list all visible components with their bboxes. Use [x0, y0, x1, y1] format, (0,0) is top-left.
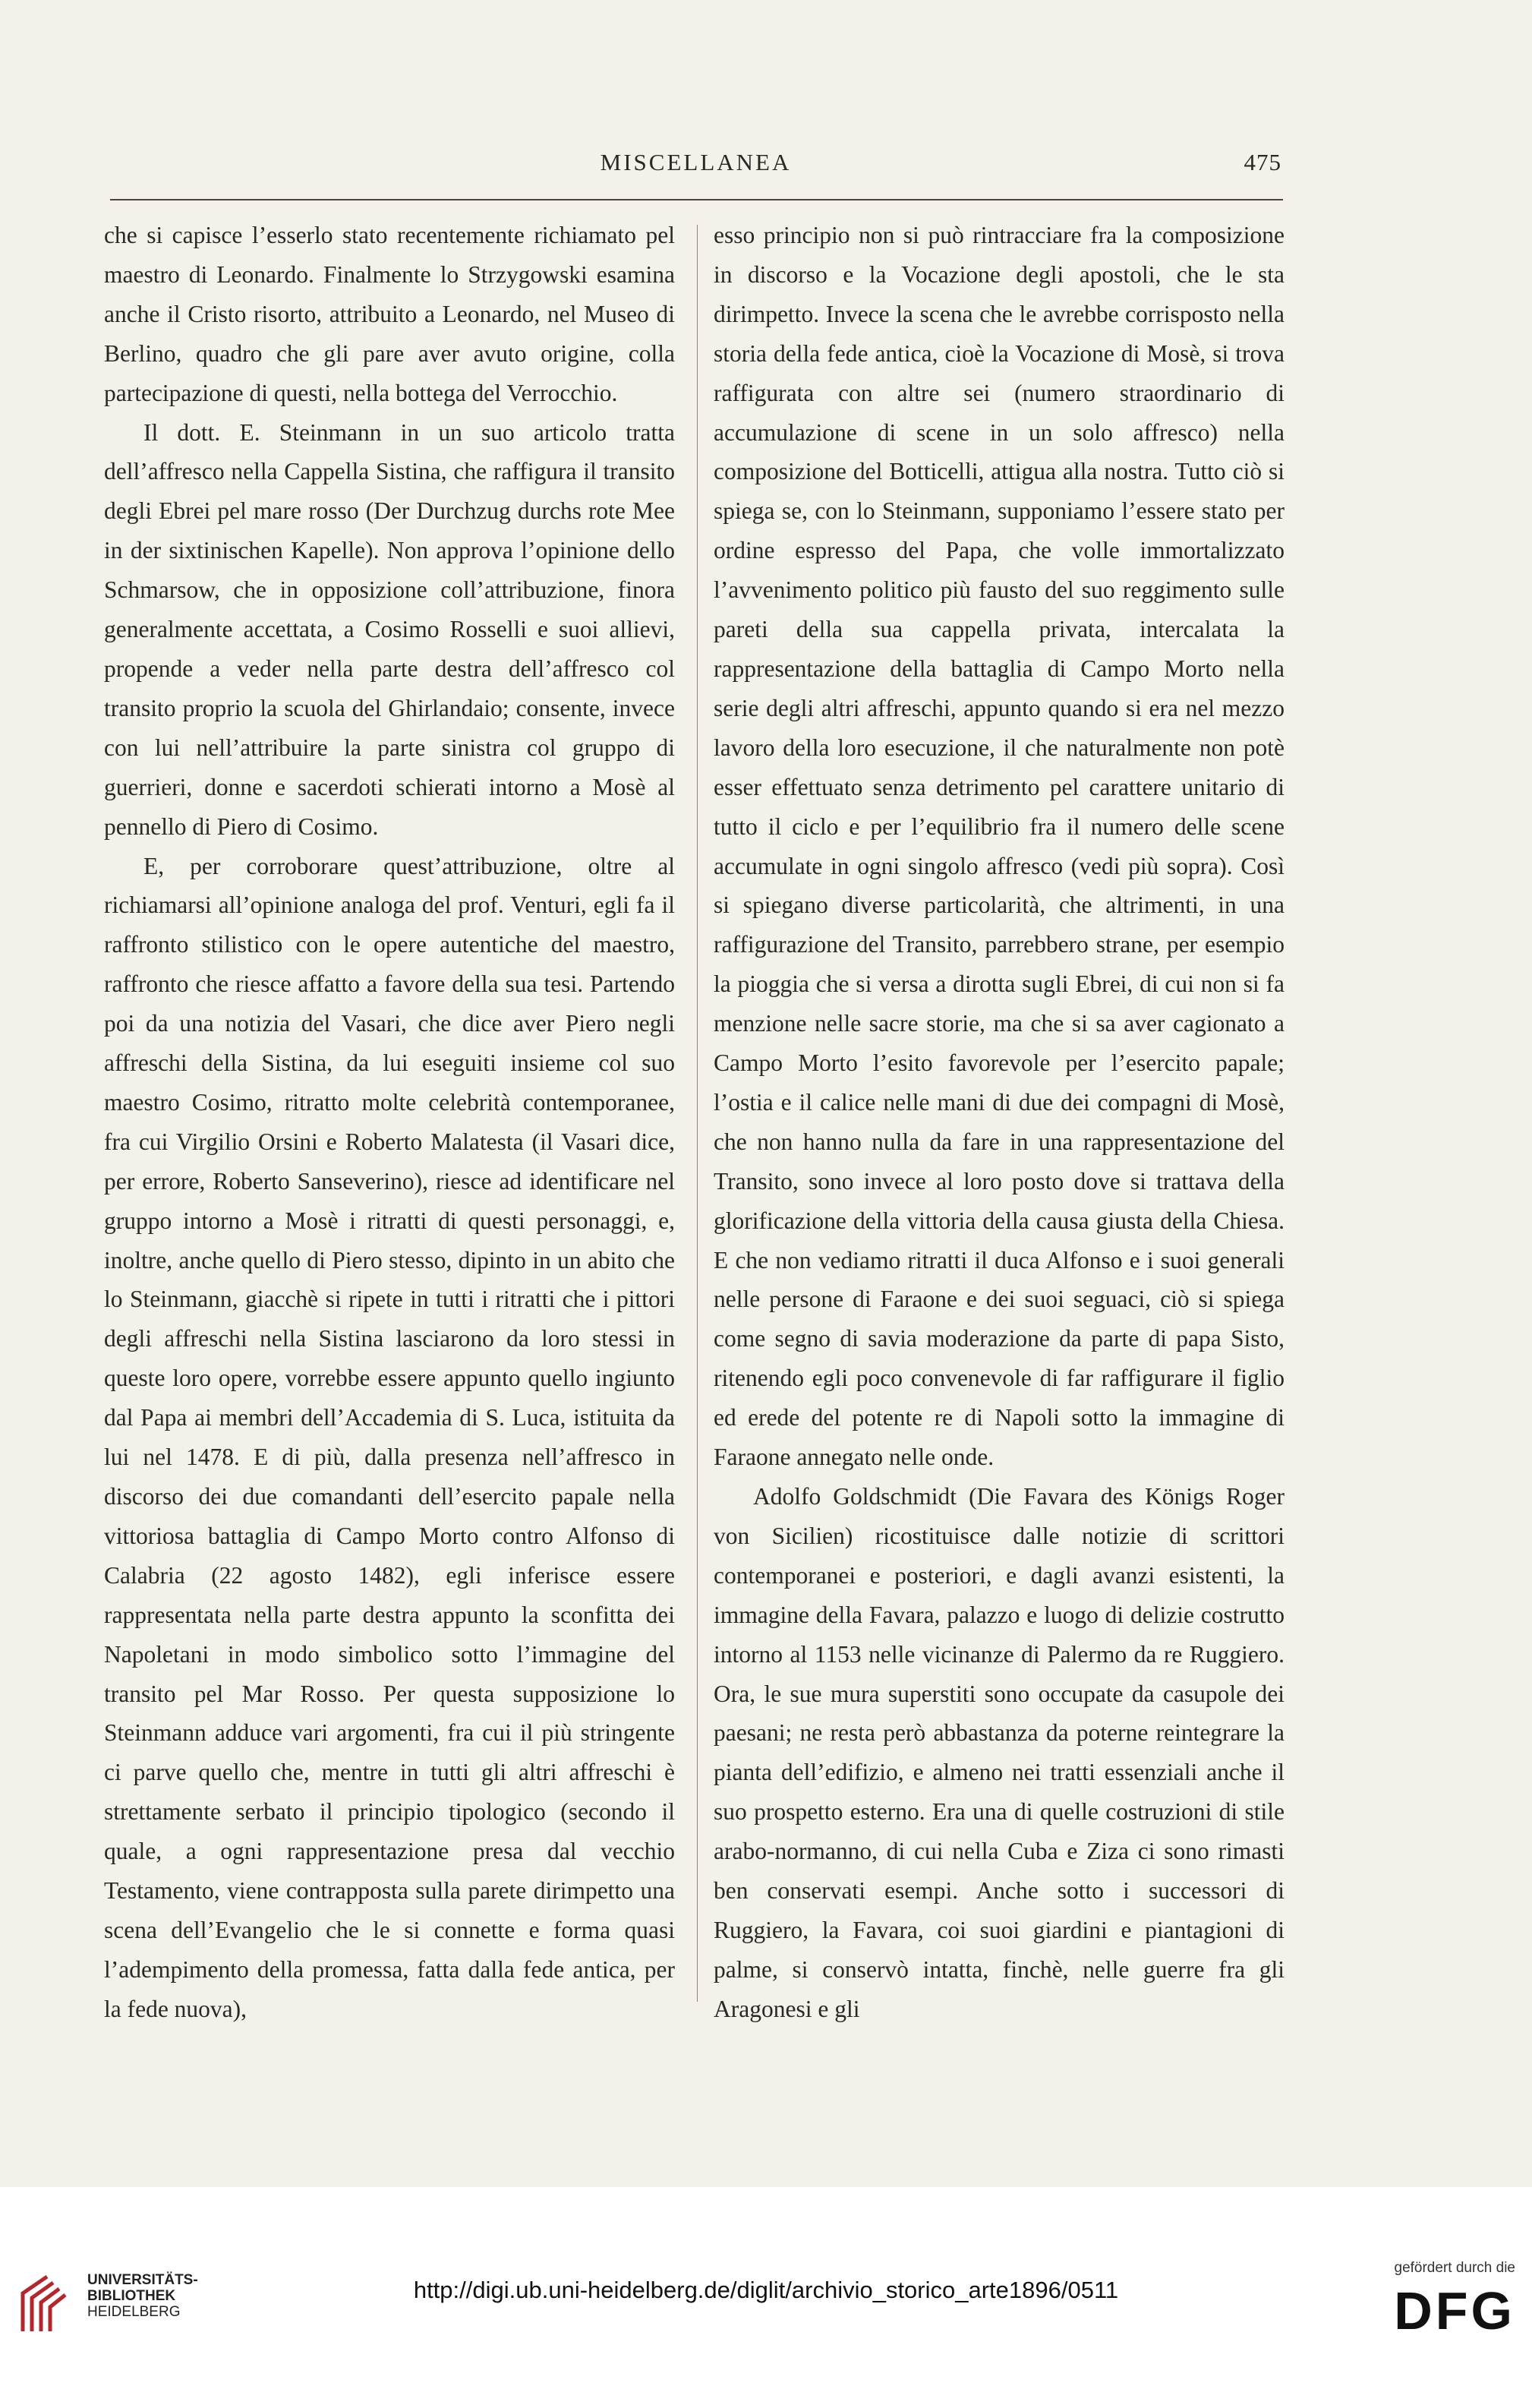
funder-caption: gefördert durch die — [1394, 2260, 1515, 2276]
dfg-logo: DFG — [1394, 2281, 1515, 2340]
paragraph: Il dott. E. Steinmann in un suo articolo tratta dell’affresco nella Cappella Sistina, che raffigura il transito degli Ebrei pel mare rosso (Der Durchzug durchs rote Mee in der sixtinischen Kapelle). Non approva l’opinione dello Schmarsow, che in opposizione coll’attribuzione, finora generalmente accettata, a Cosimo Rosselli e suoi allievi, propende a veder nella parte destra dell’affresco col transito proprio la scuola del Ghirlandaio; consente, invece con lui nell’attribuire la parte sinistra col gruppo di guerrieri, donne e sacerdoti schierati intorno a Mosè al pennello di Piero di Cosimo. — [104, 418, 675, 840]
left-column — [104, 216, 675, 2029]
paragraph: che si capisce l’esserlo stato recentemente richiamato pel maestro di Leonardo. Finalmente lo Strzygowski esamina anche il Cristo risorto, attribuito a Leonardo, nel Museo di Berlino, quadro che gli pare aver avuto origine, colla partecipazione di questi, nella bottega del Verrocchio. — [104, 222, 675, 406]
paragraph: E, per corroborare quest’attribuzione, oltre al richiamarsi all’opinione analoga del prof. Venturi, egli fa il raffronto stilistico con le opere autentiche del maestro, raffronto che riesce affatto a favore della sua tesi. Partendo poi da una notizia del Vasari, che dice aver Piero negli affreschi della Sistina, da lui eseguiti insieme col suo maestro Cosimo, ritratto molte celebrità contemporanee, fra cui Virgilio Orsini e Roberto Malatesta (il Vasari dice, per errore, Roberto Sanseverino), riesce ad identificare nel gruppo intorno a Mosè i ritratti di questi personaggi, e, inoltre, anche quello di Piero stesso, dipinto in un abito che lo Steinmann, giacchè si ripete in tutti i ritratti che i pittori degli affreschi nella Sistina lasciarono da loro stessi in queste loro opere, vorrebbe essere appunto quello ingiunto dal Papa ai membri dell’Accademia di S. Luca, istituita da lui nel 1478. E di più, dalla presenza nell’affresco in discorso dei due comandanti dell’esercito papale nella vittoriosa battaglia di Campo Morto contro Alfonso di Calabria (22 agosto 1482), egli inferisce essere rappresentata nella parte destra appunto la sconfitta dei Napoletani in modo simbolico sotto l’immagine del transito pel Mar Rosso. Per questa supposizione lo Steinmann adduce vari argomenti, fra cui il più stringente ci parve quello che, mentre in tutti gli altri affreschi è strettamente serbato il principio tipologico (secondo il quale, a ogni rappresentazione presa dal vecchio Testamento, viene contrapposta sulla parete dirimpetto una scena dell’Evangelio che le si connette e forma quasi l’adempimento della promessa, fatta dalla fede antica, per la fede nuova), — [104, 852, 675, 2022]
paragraph: Adolfo Goldschmidt (Die Favara des Königs Roger von Sicilien) ricostituisce dalle notizie di scrittori contemporanei e posteriori, e dagli avanzi esistenti, la immagine della Favara, palazzo e luogo di delizie costrutto intorno al 1153 nelle vicinanze di Palermo da re Ruggiero. Ora, le sue mura superstiti sono occupate da casupole dei paesani; ne resta però abbastanza da poterne reintegrare la pianta dell’edifizio, e almeno nei tratti essenziali anche il suo prospetto esterno. Era una di quelle costruzioni di stile arabo-normanno, di cui nella Cuba e Ziza ci sono rimasti ben conservati esempi. Anche sotto i successori di Ruggiero, la Favara, coi suoi giardini e piantagioni di palme, si conservò intatta, finchè, nelle guerre fra gli Aragonesi e gli — [714, 1483, 1285, 2022]
right-column — [714, 216, 1285, 2029]
library-name: UNIVERSITÄTS- BIBLIOTHEK HEIDELBERG — [87, 2272, 198, 2320]
column-divider — [697, 225, 698, 2002]
page-number: 475 — [1244, 149, 1281, 175]
header-rule — [110, 199, 1283, 200]
permalink-url[interactable]: http://digi.ub.uni-heidelberg.de/diglit/archivio_storico_arte1896/0511 — [413, 2277, 1119, 2303]
running-head: MISCELLANEA — [600, 149, 792, 175]
viewer-footer — [0, 2187, 1532, 2408]
page-header — [110, 149, 1281, 187]
paragraph: esso principio non si può rintracciare fra la composizione in discorso e la Vocazione degli apostoli, che le sta dirimpetto. Invece la scena che le avrebbe corrisposto nella storia della fede antica, cioè la Vocazione di Mosè, si trova raffigurata con altre sei (numero straordinario di accumulazione di scene in un solo affresco) nella composizione del Botticelli, attigua alla nostra. Tutto ciò si spiega se, con lo Steinmann, supponiamo l’essere stato per ordine espresso del Papa, che volle immortalizzato l’avvenimento politico più fausto del suo reggimento sulle pareti della sua cappella privata, intercalata la rappresentazione della battaglia di Campo Morto nella serie degli altri affreschi, appunto quando si era nel mezzo lavoro della loro esecuzione, il che naturalmente non potè esser effettuato senza detrimento pel carattere unitario di tutto il ciclo e per l’equilibrio fra il numero delle scene accumulate in ogni singolo affresco (vedi più sopra). Così si spiegano diverse particolarità, che altrimenti, in una raffigurazione del Transito, parrebbero strane, per esempio la pioggia che si versa a dirotta sugli Ebrei, di cui non si fa menzione nelle sacre storie, ma che si sa aver cagionato a Campo Morto l’esito favorevole per l’esercito papale; l’ostia e il calice nelle mani di due dei compagni di Mosè, che non hanno nulla da fare in una rappresentazione del Transito, sono invece al loro posto dove si trattava della glorificazione della vittoria della causa giusta della Chiesa. E che non vediamo ritratti il duca Alfonso e i suoi generali nelle persone di Faraone e dei suoi seguaci, ciò si spiega come segno di savia moderazione da parte di papa Sisto, ritenendo egli poco convenevole di far raffigurare il figlio ed erede del potente re di Napoli sotto la immagine di Faraone annegato nelle onde. — [714, 222, 1285, 1471]
